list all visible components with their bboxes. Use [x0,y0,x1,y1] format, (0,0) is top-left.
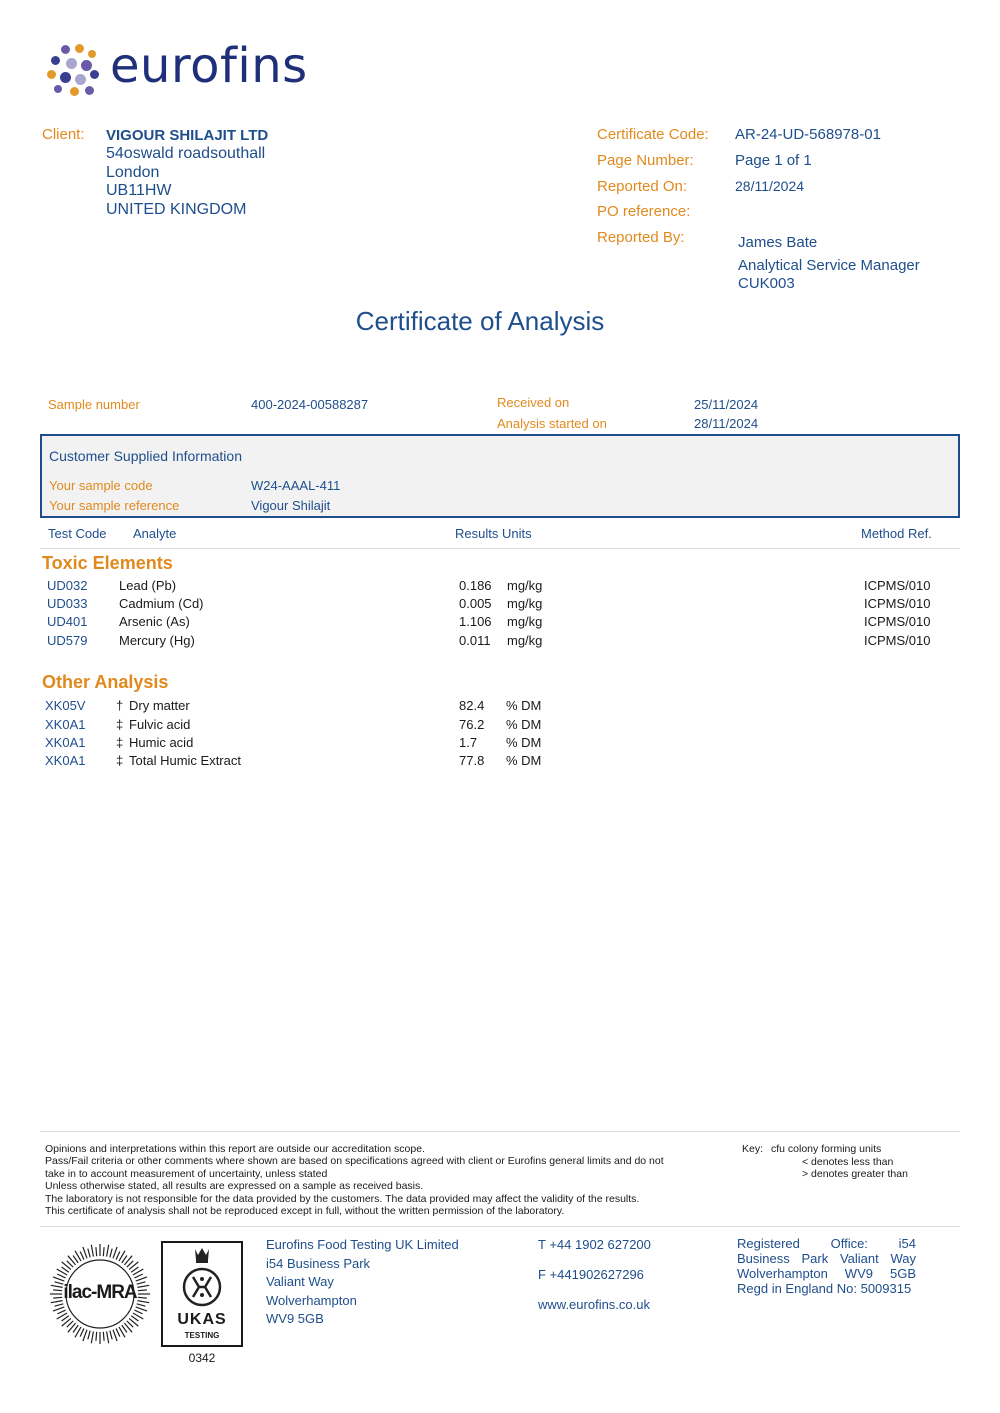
footer-registered-line: Registered Office: i54 [737,1236,916,1251]
page-title: Certificate of Analysis [355,306,605,336]
result: 0.186 [459,578,492,593]
test-code: UD032 [47,578,88,593]
address-line: UNITED KINGDOM [106,200,247,218]
customer-info-box [40,434,960,518]
test-code: XK0A1 [45,735,86,750]
section-other-analysis: Other Analysis [42,672,169,692]
col-method-ref: Method Ref. [861,526,932,541]
table-row [0,614,1000,632]
disclaimer-line: Pass/Fail criteria or other comments where shown are based on specifications agreed with client or Eurofins general limits and do not [45,1155,664,1168]
sample-code: W24-AAAL-411 [251,478,341,493]
footer-divider [40,1226,960,1227]
disclaimer-line: Opinions and interpretations within this report are outside our accreditation scope. [45,1143,425,1155]
sample-code-label: Your sample code [49,478,153,493]
analysis-started-label: Analysis started on [497,416,607,431]
col-analyte: Analyte [133,526,177,541]
analyte: Cadmium (Cd) [119,596,204,611]
client-name: VIGOUR SHILAJIT LTD [106,127,269,144]
table-row [0,717,1000,735]
reported-by-name: James Bate [738,234,818,251]
unit: mg/kg [507,614,543,629]
reported-on: 28/11/2024 [735,178,805,194]
table-row [0,596,1000,614]
footer-company-line: i54 Business Park [266,1255,371,1271]
po-reference-label: PO reference: [597,203,691,220]
unit: % DM [506,753,542,768]
client-address [106,145,265,219]
received-on: 25/11/2024 [694,397,759,412]
disclaimer-line: The laboratory is not responsible for the data provided by the customers. The data provided may affect the validity of the results. [45,1192,640,1205]
method: ICPMS/010 [864,633,931,648]
key-item: cfu colony forming units [771,1143,882,1155]
test-code: XK05V [45,698,86,713]
ilac-text: ilac-MRA [63,1282,137,1303]
analyte: Humic acid [129,735,194,750]
table-row [0,578,1000,596]
ilac-mra-logo [48,1242,152,1346]
footer-registered [737,1236,916,1296]
disclaimer-line: Unless otherwise stated, all results are expressed on a sample as received basis. [45,1180,424,1193]
table-row [0,735,1000,753]
sample-reference: Vigour Shilajit [251,498,331,513]
ukas-number: 0342 [188,1351,216,1365]
disclaimer [45,1143,735,1217]
result: 0.011 [459,633,491,648]
method: ICPMS/010 [864,596,931,611]
reported-on-label: Reported On: [597,178,688,195]
footer-company-line: WV9 5GB [266,1311,324,1326]
client-label: Client: [42,126,85,143]
analyte: Mercury (Hg) [119,633,195,648]
table-row [0,753,1000,771]
received-on-label: Received on [497,395,570,410]
method: ICPMS/010 [864,614,931,629]
ukas-logo [161,1241,243,1347]
unit: % DM [506,698,542,713]
result: 76.2 [459,717,485,732]
unit: % DM [506,717,542,732]
unit: % DM [506,735,542,750]
result: 0.005 [459,596,492,611]
customer-info-heading: Customer Supplied Information [49,448,242,464]
key-label: Key: [742,1143,764,1155]
accreditation-mark-icon: ‡ [116,753,124,768]
footer-registered-line: Wolverhampton WV9 5GB [737,1266,916,1281]
analysis-started: 28/11/2024 [694,416,759,431]
result: 1.7 [459,735,478,750]
sample-number-label: Sample number [48,397,140,412]
footer-website-link[interactable]: www.eurofins.co.uk [538,1297,650,1312]
footer-company-line: Wolverhampton [266,1292,357,1308]
ukas-sub: TESTING [184,1331,220,1340]
test-code: UD401 [47,614,88,629]
col-results-units: Results Units [455,526,532,541]
address-line: 54oswald roadsouthall [106,145,266,162]
test-code: UD033 [47,596,88,611]
table-row [0,633,1000,651]
eurofins-logo [46,38,308,98]
method: ICPMS/010 [864,578,931,593]
disclaimer-line: take in to account measurement of uncertainty, unless stated [45,1167,328,1180]
analyte: Arsenic (As) [119,614,190,629]
page-number-label: Page Number: [597,152,694,169]
analyte: Total Humic Extract [129,753,241,768]
sample-reference-label: Your sample reference [49,498,180,513]
key-item: > denotes greater than [802,1168,908,1180]
address-line: London [106,163,160,181]
header-divider [40,548,960,549]
col-test-code: Test Code [48,526,107,541]
page-number: Page 1 of 1 [735,152,812,169]
result: 1.106 [459,614,492,629]
footer-registered-line: Regd in England No: 5009315 [737,1281,912,1296]
footer-company-line: Eurofins Food Testing UK Limited [266,1237,459,1252]
result: 77.8 [459,753,485,768]
unit: mg/kg [507,578,543,593]
reported-by-role: Analytical Service Manager [738,257,920,274]
key-item: < denotes less than [802,1156,894,1168]
result: 82.4 [459,698,485,713]
reported-by-code: CUK003 [738,275,795,292]
footer-phone: T +44 1902 627200 [538,1237,651,1252]
certificate-code: AR-24-UD-568978-01 [735,126,881,143]
logo-wordmark: eurofins [110,38,308,94]
footer-registered-line: Business Park Valiant Way [737,1251,916,1266]
accreditation-mark-icon: † [116,698,124,713]
test-code: UD579 [47,633,88,648]
ukas-text: UKAS [177,1311,227,1328]
footer-company [266,1236,459,1329]
section-toxic-elements: Toxic Elements [42,553,173,573]
reported-by-label: Reported By: [597,229,685,246]
test-code: XK0A1 [45,717,86,732]
crown-icon [163,1245,241,1315]
certificate-code-label: Certificate Code: [597,126,709,143]
analyte: Dry matter [129,698,190,713]
test-code: XK0A1 [45,753,86,768]
disclaimer-divider [40,1131,960,1132]
address-line: UB11HW [106,182,172,199]
footer-company-line: Valiant Way [266,1274,334,1289]
unit: mg/kg [507,596,543,611]
disclaimer-line: This certificate of analysis shall not be reproduced except in full, without the written permission of the laboratory. [45,1205,565,1218]
accreditation-mark-icon: ‡ [116,735,124,750]
unit: mg/kg [507,633,543,648]
sample-number: 400-2024-00588287 [251,397,369,412]
logo-dots-icon [46,42,102,98]
analyte: Lead (Pb) [119,578,177,593]
table-row [0,698,1000,716]
footer-fax: F +441902627296 [538,1267,644,1282]
accreditation-mark-icon: ‡ [116,717,124,732]
analyte: Fulvic acid [129,717,191,732]
